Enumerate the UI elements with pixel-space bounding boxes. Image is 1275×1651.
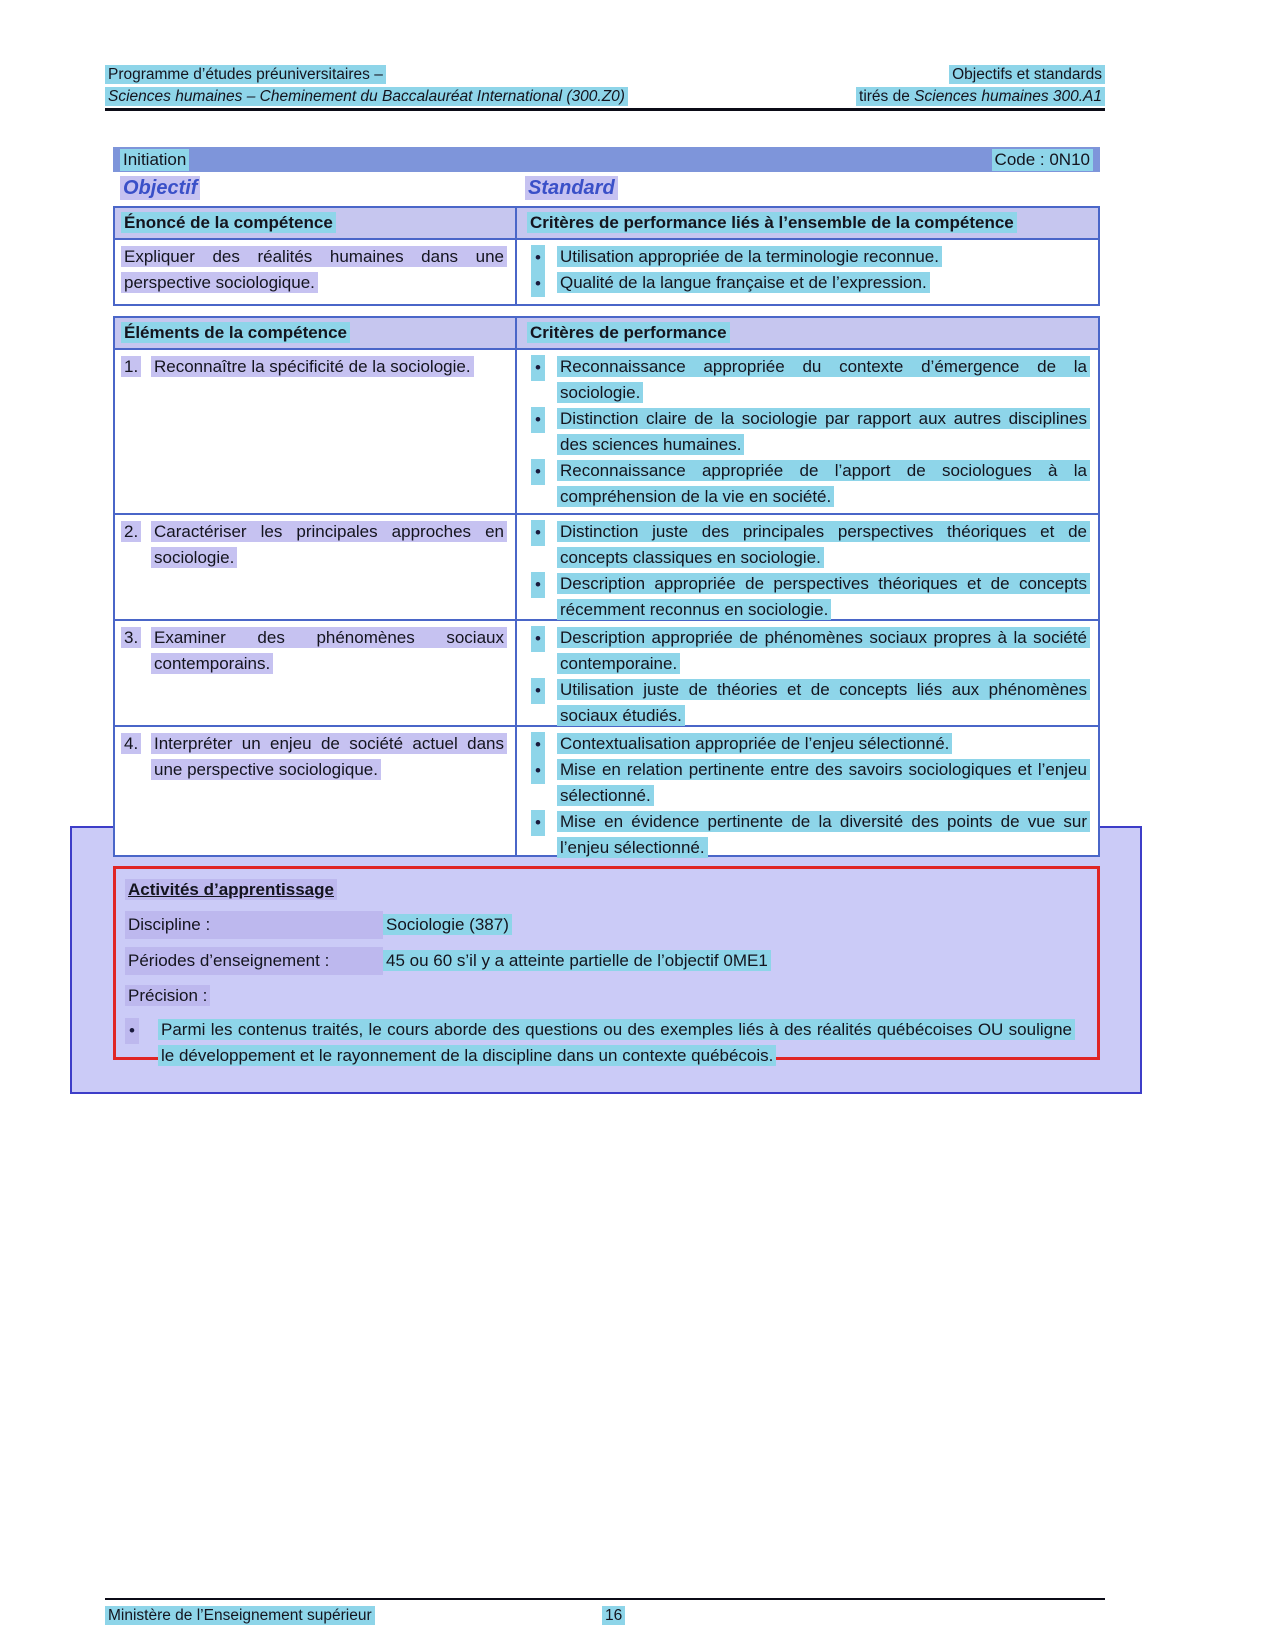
element-row-1 [115,350,1098,513]
element-cell [115,515,517,619]
competency-statement-cell [115,240,517,304]
criteria-cell [517,350,1098,513]
section-title-bar [113,147,1100,172]
discipline-row [125,911,1075,939]
table2-header-row [115,318,1098,350]
standard-heading: Standard [525,176,618,200]
activities-title: Activités d’apprentissage [125,879,337,900]
precision-bullet-item [125,1017,1075,1069]
periods-value: 45 ou 60 s’il y a atteinte partielle de l’objectif 0ME1 [383,950,771,971]
section-title: Initiation [120,149,189,171]
criterion-item [529,270,1090,296]
header-right [856,64,1105,108]
header-right-line1: Objectifs et standards [949,65,1105,84]
table1-header-left: Énoncé de la compétence [121,212,336,233]
competency-statement-table [113,206,1100,306]
element-cell [115,350,517,513]
table1-body-row [115,240,1098,304]
bullet-icon [531,245,545,271]
column-headings [113,172,1100,206]
element-text: Interpréter un enjeu de société actuel dans une perspective sociologique. [151,733,507,780]
header-right-line2-prefix: tirés de [859,88,915,105]
criterion-text: Mise en évidence pertinente de la diversité des points de vue sur l’enjeu sélectionné. [557,811,1090,858]
element-row-3 [115,619,1098,725]
criteria-cell [517,727,1098,855]
criteria-cell [517,515,1098,619]
table1-header-right-cell [517,208,1098,238]
learning-activities-inner-box [113,866,1100,1065]
bullet-icon [531,678,545,704]
document-header [105,64,1105,108]
criterion-item [529,519,1090,571]
table2-header-right: Critères de performance [527,322,730,343]
element-number: 3. [121,625,151,677]
table1-criteria-cell [517,240,1098,304]
bullet-icon [531,459,545,485]
criteria-cell [517,621,1098,725]
criterion-item [529,354,1090,406]
criterion-text: Distinction claire de la sociologie par rapport aux autres disciplines des sciences humaines. [557,408,1090,455]
criterion-text: Reconnaissance appropriée du contexte d’émergence de la sociologie. [557,356,1090,403]
bullet-icon [531,271,545,297]
element-number: 2. [121,519,151,571]
precision-row [125,983,1075,1009]
objectif-heading: Objectif [120,176,200,200]
table2-header-right-cell [517,318,1098,348]
criterion-text: Distinction juste des principales perspectives théoriques et de concepts classiques en sociologie. [557,521,1090,568]
criterion-item [529,809,1090,861]
criterion-text: Description appropriée de phénomènes sociaux propres à la société contemporaine. [557,627,1090,674]
element-text: Caractériser les principales approches en sociologie. [151,521,507,568]
element-row-2 [115,513,1098,619]
competency-statement: Expliquer des réalités humaines dans une perspective sociologique. [121,246,507,293]
criterion-item [529,731,1090,757]
table2-header-left: Éléments de la compétence [121,322,350,343]
footer-ministry: Ministère de l’Enseignement supérieur [105,1606,375,1625]
main-content [113,147,1100,857]
criterion-text: Reconnaissance appropriée de l’apport de sociologues à la compréhension de la vie en société. [557,460,1090,507]
criterion-item [529,244,1090,270]
criterion-item [529,458,1090,510]
criterion-text: Utilisation appropriée de la terminologie reconnue. [557,246,942,267]
criterion-item [529,571,1090,623]
element-row-4 [115,725,1098,855]
precision-bullet-text: Parmi les contenus traités, le cours aborde des questions ou des exemples liés à des réalités québécoises OU souligne le développement et le rayonnement de la discipline dans un contexte québécois. [158,1019,1075,1066]
discipline-label: Discipline : [125,911,383,939]
criterion-text: Mise en relation pertinente entre des savoirs sociologiques et l’enjeu sélectionné. [557,759,1090,806]
criterion-item [529,406,1090,458]
element-number: 1. [121,354,151,380]
element-number: 4. [121,731,151,783]
bullet-icon [531,407,545,433]
element-cell [115,621,517,725]
program-subtitle: Sciences humaines – Cheminement du Baccalauréat International (300.Z0) [105,87,628,106]
objective-code: Code : 0N10 [992,149,1093,171]
criterion-item [529,677,1090,729]
table1-header-row [115,208,1098,240]
bullet-icon [531,810,545,836]
criterion-text: Description appropriée de perspectives théoriques et de concepts récemment reconnus en sociologie. [557,573,1090,620]
competency-elements-table [113,316,1100,857]
bullet-icon [531,758,545,784]
footer-rule [105,1598,1105,1600]
bullet-icon [531,355,545,381]
header-right-line2-source: Sciences humaines 300.A1 [914,88,1102,105]
element-cell [115,727,517,855]
table1-header-right: Critères de performance liés à l’ensemble de la compétence [527,212,1017,233]
element-text: Examiner des phénomènes sociaux contemporains. [151,627,507,674]
criterion-text: Utilisation juste de théories et de concepts liés aux phénomènes sociaux étudiés. [557,679,1090,726]
bullet-icon [531,520,545,546]
periods-label: Périodes d’enseignement : [125,947,383,975]
element-text: Reconnaître la spécificité de la sociologie. [151,356,474,377]
learning-activities-box [70,826,1142,1094]
bullet-icon [531,626,545,652]
criterion-text: Contextualisation appropriée de l’enjeu sélectionné. [557,733,952,754]
header-left [105,64,628,108]
header-rule [105,108,1105,111]
periods-row [125,947,1075,975]
bullet-icon [531,732,545,758]
bullet-icon [531,572,545,598]
criterion-text: Qualité de la langue française et de l’expression. [557,272,930,293]
document-footer [105,1607,1105,1625]
precision-label: Précision : [125,985,210,1006]
bullet-icon [125,1018,139,1044]
header-right-line2 [856,87,1105,106]
table1-header-left-cell [115,208,517,238]
criterion-item [529,625,1090,677]
page-number: 16 [602,1606,625,1625]
program-title: Programme d’études préuniversitaires – [105,65,386,84]
criterion-item [529,757,1090,809]
table2-header-left-cell [115,318,517,348]
activities-title-row [125,877,1075,903]
discipline-value: Sociologie (387) [383,914,512,935]
